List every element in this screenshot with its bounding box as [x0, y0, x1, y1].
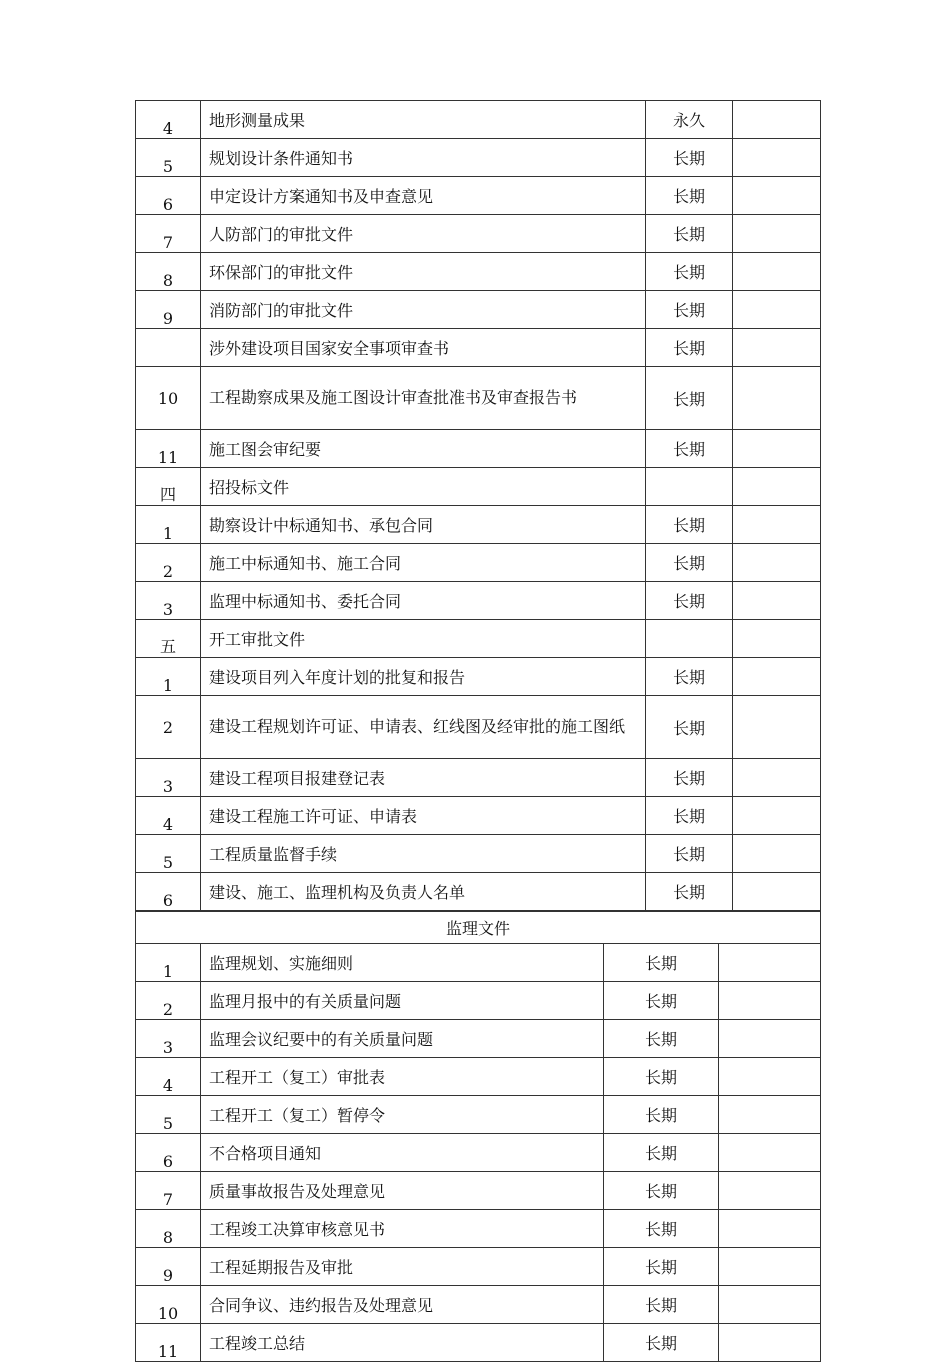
retention-period: 长期 — [646, 430, 733, 468]
retention-period: 长期 — [604, 1210, 719, 1248]
row-title: 建设项目列入年度计划的批复和报告 — [201, 658, 646, 696]
retention-period: 长期 — [604, 1058, 719, 1096]
row-title: 勘察设计中标通知书、承包合同 — [201, 506, 646, 544]
row-title: 工程开工（复工）审批表 — [201, 1058, 604, 1096]
remarks-cell — [719, 1172, 821, 1210]
row-number: 9 — [136, 291, 201, 329]
row-number: 4 — [136, 101, 201, 139]
table-row — [136, 468, 821, 506]
table-row — [136, 1286, 821, 1324]
table-row — [136, 759, 821, 797]
retention-period: 长期 — [646, 759, 733, 797]
retention-period: 长期 — [604, 1324, 719, 1362]
row-title: 施工图会审纪要 — [201, 430, 646, 468]
row-title: 工程竣工决算审核意见书 — [201, 1210, 604, 1248]
table-row — [136, 329, 821, 367]
table-row — [136, 506, 821, 544]
table-row — [136, 797, 821, 835]
remarks-cell — [733, 797, 821, 835]
row-number: 11 — [136, 430, 201, 468]
remarks-cell — [719, 1020, 821, 1058]
retention-period: 长期 — [604, 1172, 719, 1210]
row-title: 工程开工（复工）暂停令 — [201, 1096, 604, 1134]
row-number: 五 — [136, 620, 201, 658]
remarks-cell — [733, 139, 821, 177]
table-row — [136, 1248, 821, 1286]
row-title: 申定设计方案通知书及申查意见 — [201, 177, 646, 215]
row-title: 开工审批文件 — [201, 620, 646, 658]
remarks-cell — [733, 620, 821, 658]
row-title: 建设工程规划许可证、申请表、红线图及经审批的施工图纸 — [201, 696, 646, 759]
retention-period — [646, 468, 733, 506]
row-number — [136, 329, 201, 367]
retention-period: 长期 — [646, 367, 733, 430]
row-title: 监理月报中的有关质量问题 — [201, 982, 604, 1020]
remarks-cell — [719, 1324, 821, 1362]
row-number: 四 — [136, 468, 201, 506]
table-row — [136, 1020, 821, 1058]
row-title: 建设工程项目报建登记表 — [201, 759, 646, 797]
remarks-cell — [733, 253, 821, 291]
table-row — [136, 215, 821, 253]
row-title: 监理会议纪要中的有关质量问题 — [201, 1020, 604, 1058]
row-number: 1 — [136, 658, 201, 696]
retention-period: 长期 — [604, 1096, 719, 1134]
remarks-cell — [719, 1210, 821, 1248]
table-row — [136, 982, 821, 1020]
table-row — [136, 1172, 821, 1210]
retention-period: 长期 — [646, 215, 733, 253]
table-row — [136, 658, 821, 696]
row-number: 7 — [136, 1172, 201, 1210]
remarks-cell — [733, 658, 821, 696]
table-row — [136, 253, 821, 291]
row-number: 1 — [136, 506, 201, 544]
row-title: 涉外建设项目国家安全事项审查书 — [201, 329, 646, 367]
row-number: 4 — [136, 797, 201, 835]
table-row — [136, 139, 821, 177]
table-row — [136, 1058, 821, 1096]
table-row — [136, 873, 821, 911]
row-number: 10 — [136, 1286, 201, 1324]
remarks-cell — [733, 430, 821, 468]
table-row — [136, 835, 821, 873]
row-title: 工程延期报告及审批 — [201, 1248, 604, 1286]
table-row — [136, 620, 821, 658]
remarks-cell — [733, 506, 821, 544]
remarks-cell — [719, 1096, 821, 1134]
remarks-cell — [733, 215, 821, 253]
table-row — [136, 291, 821, 329]
row-number: 7 — [136, 215, 201, 253]
row-title: 消防部门的审批文件 — [201, 291, 646, 329]
remarks-cell — [733, 873, 821, 911]
table-row — [136, 544, 821, 582]
remarks-cell — [733, 835, 821, 873]
retention-period: 长期 — [604, 982, 719, 1020]
remarks-cell — [719, 1248, 821, 1286]
row-title: 工程质量监督手续 — [201, 835, 646, 873]
row-title: 合同争议、违约报告及处理意见 — [201, 1286, 604, 1324]
row-number: 6 — [136, 177, 201, 215]
retention-period: 长期 — [604, 944, 719, 982]
row-number: 4 — [136, 1058, 201, 1096]
row-title: 人防部门的审批文件 — [201, 215, 646, 253]
row-number: 9 — [136, 1248, 201, 1286]
row-number: 5 — [136, 835, 201, 873]
retention-period: 长期 — [646, 696, 733, 759]
retention-period: 长期 — [646, 177, 733, 215]
row-number: 2 — [136, 544, 201, 582]
row-title: 施工中标通知书、施工合同 — [201, 544, 646, 582]
table-row — [136, 1096, 821, 1134]
row-title: 工程竣工总结 — [201, 1324, 604, 1362]
retention-period: 长期 — [646, 139, 733, 177]
retention-period: 长期 — [646, 506, 733, 544]
table-row — [136, 1324, 821, 1362]
row-title: 建设、施工、监理机构及负责人名单 — [201, 873, 646, 911]
remarks-cell — [719, 944, 821, 982]
remarks-cell — [733, 759, 821, 797]
retention-period: 长期 — [646, 658, 733, 696]
row-number: 3 — [136, 759, 201, 797]
remarks-cell — [733, 367, 821, 430]
table-row — [136, 944, 821, 982]
row-title: 环保部门的审批文件 — [201, 253, 646, 291]
archive-table-b — [135, 911, 821, 1362]
retention-period: 长期 — [646, 253, 733, 291]
retention-period: 长期 — [604, 1248, 719, 1286]
row-number: 8 — [136, 1210, 201, 1248]
row-number: 11 — [136, 1324, 201, 1362]
table-row — [136, 101, 821, 139]
table-row — [136, 582, 821, 620]
remarks-cell — [719, 1134, 821, 1172]
table-row — [136, 177, 821, 215]
retention-period: 长期 — [646, 329, 733, 367]
section-header-row — [136, 912, 821, 944]
row-number: 3 — [136, 582, 201, 620]
remarks-cell — [733, 696, 821, 759]
document-page — [135, 100, 820, 1362]
table-row — [136, 367, 821, 430]
retention-period: 长期 — [604, 1134, 719, 1172]
table-row — [136, 1210, 821, 1248]
retention-period: 长期 — [646, 835, 733, 873]
remarks-cell — [733, 329, 821, 367]
retention-period: 长期 — [646, 582, 733, 620]
row-number: 6 — [136, 1134, 201, 1172]
row-title: 质量事故报告及处理意见 — [201, 1172, 604, 1210]
row-number: 10 — [136, 367, 201, 430]
row-number: 8 — [136, 253, 201, 291]
row-title: 监理规划、实施细则 — [201, 944, 604, 982]
remarks-cell — [733, 177, 821, 215]
retention-period: 长期 — [646, 291, 733, 329]
row-title: 工程勘察成果及施工图设计审查批准书及审查报告书 — [201, 367, 646, 430]
remarks-cell — [719, 982, 821, 1020]
row-title: 监理中标通知书、委托合同 — [201, 582, 646, 620]
row-number: 5 — [136, 139, 201, 177]
remarks-cell — [733, 101, 821, 139]
remarks-cell — [733, 582, 821, 620]
row-title: 不合格项目通知 — [201, 1134, 604, 1172]
retention-period — [646, 620, 733, 658]
table-row — [136, 1134, 821, 1172]
retention-period: 长期 — [646, 873, 733, 911]
archive-table-a — [135, 100, 821, 911]
row-number: 3 — [136, 1020, 201, 1058]
table-row — [136, 696, 821, 759]
row-number: 1 — [136, 944, 201, 982]
remarks-cell — [733, 291, 821, 329]
row-number: 5 — [136, 1096, 201, 1134]
row-number: 2 — [136, 982, 201, 1020]
section-header: 监理文件 — [136, 912, 821, 944]
table-row — [136, 430, 821, 468]
row-title: 招投标文件 — [201, 468, 646, 506]
retention-period: 长期 — [646, 544, 733, 582]
retention-period: 永久 — [646, 101, 733, 139]
remarks-cell — [733, 544, 821, 582]
row-number: 6 — [136, 873, 201, 911]
row-title: 地形测量成果 — [201, 101, 646, 139]
remarks-cell — [719, 1058, 821, 1096]
retention-period: 长期 — [604, 1286, 719, 1324]
row-title: 建设工程施工许可证、申请表 — [201, 797, 646, 835]
retention-period: 长期 — [604, 1020, 719, 1058]
remarks-cell — [733, 468, 821, 506]
remarks-cell — [719, 1286, 821, 1324]
row-title: 规划设计条件通知书 — [201, 139, 646, 177]
retention-period: 长期 — [646, 797, 733, 835]
row-number: 2 — [136, 696, 201, 759]
